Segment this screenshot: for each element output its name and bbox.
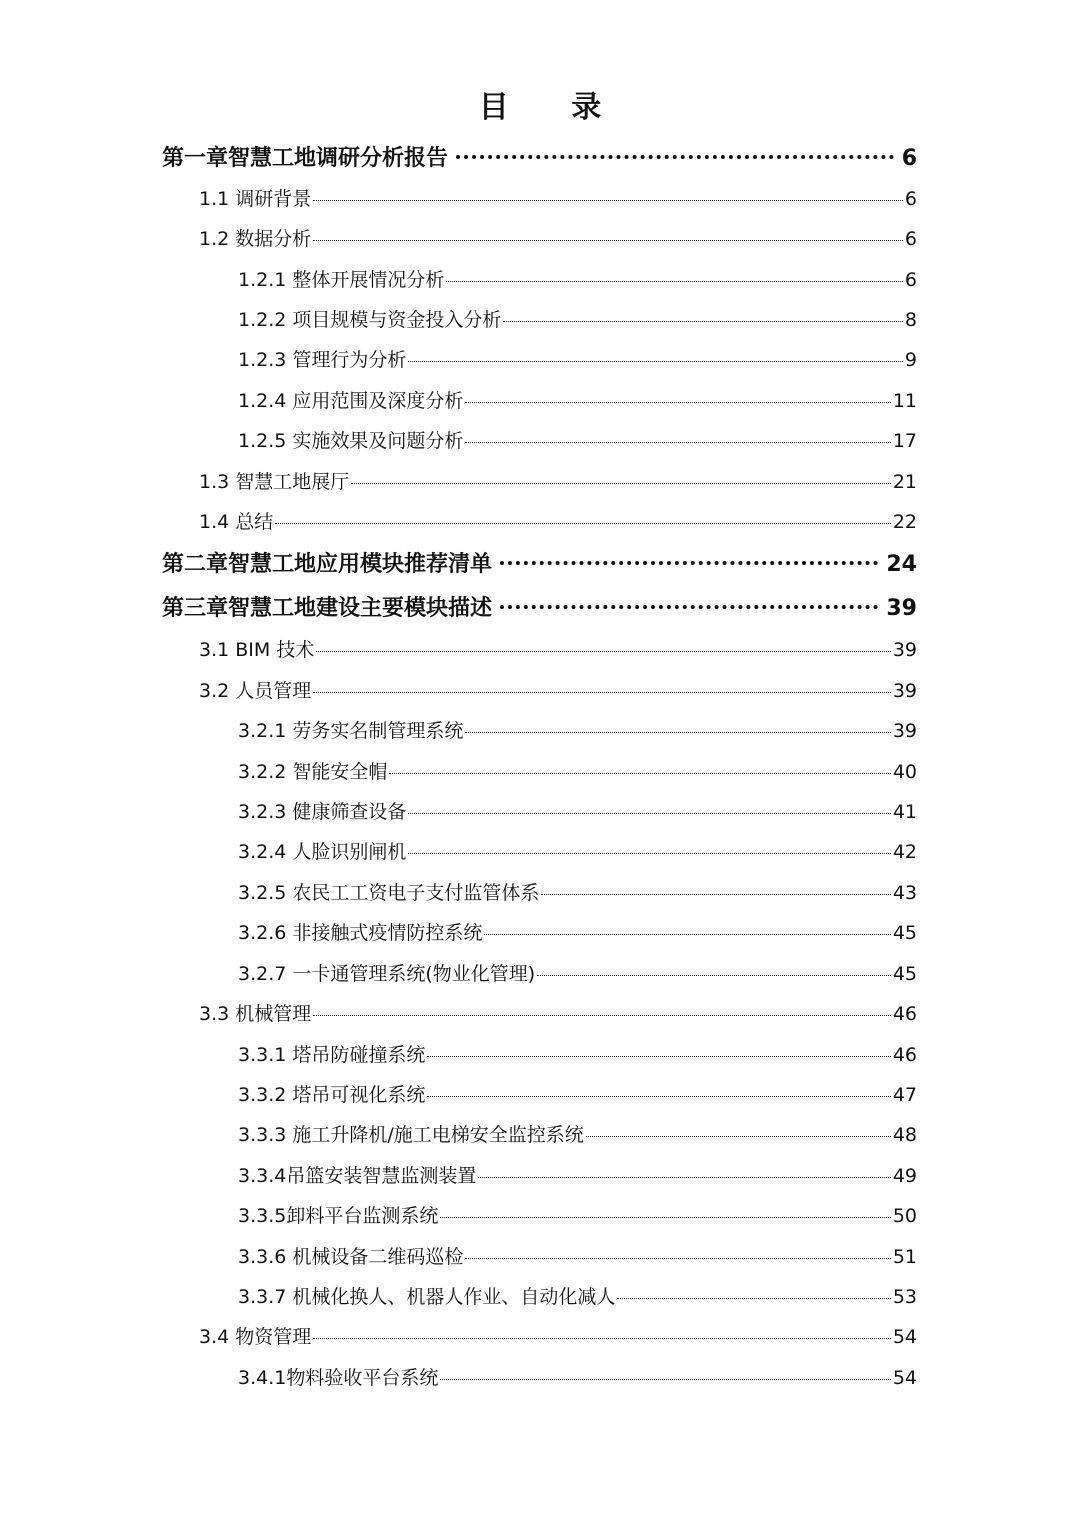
toc-section-entry[interactable]	[238, 1242, 917, 1272]
toc-entry-label: 3.3.6 机械设备二维码巡检	[238, 1246, 464, 1268]
toc-section-entry[interactable]	[238, 1080, 917, 1110]
toc-entry-label: 1.3 智慧工地展厅	[199, 471, 350, 493]
toc-dot-leader	[465, 1257, 890, 1259]
toc-section-entry[interactable]	[199, 224, 917, 254]
toc-dot-leader	[465, 441, 890, 443]
toc-chapter-entry[interactable]	[162, 144, 917, 174]
toc-entry-label: 3.3.7 机械化换人、机器人作业、自动化减人	[238, 1286, 616, 1308]
toc-page-number: 9	[904, 349, 917, 371]
toc-dot-leader	[313, 239, 903, 241]
toc-entry-label: 3.2.7 一卡通管理系统(物业化管理)	[238, 963, 536, 985]
toc-section-entry[interactable]	[238, 716, 917, 746]
toc-section-entry[interactable]	[238, 265, 917, 295]
toc-page-number: 6	[904, 228, 917, 250]
toc-entry-label: 3.2.4 人脸识别闸机	[238, 841, 407, 863]
toc-section-entry[interactable]	[238, 757, 917, 787]
toc-section-entry[interactable]	[199, 635, 917, 665]
toc-section-entry[interactable]	[199, 999, 917, 1029]
toc-section-entry[interactable]	[199, 467, 917, 497]
toc-section-entry[interactable]	[238, 426, 917, 456]
toc-dot-leader	[446, 280, 903, 282]
toc-dot-leader	[484, 933, 890, 935]
toc-entry-label: 第三章智慧工地建设主要模块描述	[162, 596, 493, 621]
toc-page-number: 40	[892, 761, 917, 783]
toc-dot-leader	[351, 482, 891, 484]
toc-section-entry[interactable]	[238, 305, 917, 335]
toc-page-number: 42	[892, 841, 917, 863]
toc-section-entry[interactable]	[199, 676, 917, 706]
toc-entry-label: 1.2.2 项目规模与资金投入分析	[238, 309, 502, 331]
toc-entry-label: 3.4 物资管理	[199, 1326, 312, 1348]
toc-dot-leader	[275, 522, 891, 524]
toc-page-number: 11	[892, 390, 917, 412]
toc-section-entry[interactable]	[238, 837, 917, 867]
toc-dot-leader	[440, 1216, 890, 1218]
toc-dot-leader	[537, 974, 891, 976]
toc-section-entry[interactable]	[238, 1040, 917, 1070]
toc-entry-label: 1.2 数据分析	[199, 228, 312, 250]
toc-dot-leader	[316, 650, 890, 652]
toc-page-number: 49	[892, 1165, 917, 1187]
toc-page-number: 43	[892, 882, 917, 904]
toc-entry-label: 3.3.3 施工升降机/施工电梯安全监控系统	[238, 1124, 584, 1146]
toc-page-number: 39	[892, 720, 917, 742]
toc-dot-leader	[500, 604, 878, 609]
toc-page-number: 45	[892, 922, 917, 944]
toc-dot-leader	[313, 1337, 891, 1339]
toc-page-number: 41	[892, 801, 917, 823]
toc-entry-label: 第一章智慧工地调研分析报告	[162, 146, 449, 171]
toc-section-entry[interactable]	[238, 918, 917, 948]
toc-page-number: 39	[892, 639, 917, 661]
toc-section-entry[interactable]	[199, 507, 917, 537]
toc-entry-label: 1.2.1 整体开展情况分析	[238, 269, 445, 291]
toc-page-number: 6	[904, 188, 917, 210]
toc-dot-leader	[503, 320, 903, 322]
toc-dot-leader	[617, 1297, 890, 1299]
toc-chapter-entry[interactable]	[162, 550, 917, 580]
toc-page-number: 54	[892, 1326, 917, 1348]
toc-section-entry[interactable]	[238, 1161, 917, 1191]
toc-page-number: 50	[892, 1205, 917, 1227]
toc-entry-label: 3.3.1 塔吊防碰撞系统	[238, 1044, 426, 1066]
toc-entry-label: 3.2.1 劳务实名制管理系统	[238, 720, 464, 742]
toc-page-number: 46	[892, 1044, 917, 1066]
toc-dot-leader	[313, 199, 903, 201]
toc-page-number: 53	[892, 1286, 917, 1308]
toc-page-number: 21	[892, 471, 917, 493]
toc-section-entry[interactable]	[238, 1201, 917, 1231]
toc-dot-leader	[478, 1176, 890, 1178]
toc-section-entry[interactable]	[238, 1120, 917, 1150]
toc-entry-label: 1.1 调研背景	[199, 188, 312, 210]
toc-entry-label: 3.3.2 塔吊可视化系统	[238, 1084, 426, 1106]
toc-page-number: 6	[901, 146, 917, 171]
toc-entry-label: 第二章智慧工地应用模块推荐清单	[162, 552, 493, 577]
toc-dot-leader	[389, 772, 890, 774]
toc-page-number: 51	[892, 1246, 917, 1268]
toc-entry-label: 3.4.1物料验收平台系统	[238, 1367, 439, 1389]
toc-dot-leader	[427, 1055, 890, 1057]
toc-section-entry[interactable]	[238, 1282, 917, 1312]
toc-section-entry[interactable]	[238, 959, 917, 989]
toc-section-entry[interactable]	[199, 1322, 917, 1352]
toc-entry-label: 1.2.4 应用范围及深度分析	[238, 390, 464, 412]
toc-entry-label: 3.3.5卸料平台监测系统	[238, 1205, 439, 1227]
toc-page-number: 45	[892, 963, 917, 985]
toc-entry-label: 3.2 人员管理	[199, 680, 312, 702]
toc-page-number: 39	[886, 596, 917, 621]
toc-dot-leader	[465, 401, 890, 403]
toc-entry-label: 3.2.2 智能安全帽	[238, 761, 388, 783]
toc-dot-leader	[408, 360, 903, 362]
toc-page-number: 47	[892, 1084, 917, 1106]
toc-entry-label: 1.2.3 管理行为分析	[238, 349, 407, 371]
toc-entry-label: 1.2.5 实施效果及问题分析	[238, 430, 464, 452]
toc-page-number: 8	[904, 309, 917, 331]
toc-dot-leader	[427, 1095, 890, 1097]
toc-section-entry[interactable]	[238, 1363, 917, 1393]
toc-page-number: 22	[892, 511, 917, 533]
toc-chapter-entry[interactable]	[162, 594, 917, 624]
page-title: 目 录	[478, 90, 628, 125]
toc-entry-label: 3.1 BIM 技术	[199, 639, 315, 661]
toc-page-number: 46	[892, 1003, 917, 1025]
toc-dot-leader	[541, 893, 890, 895]
toc-dot-leader	[313, 691, 891, 693]
toc-dot-leader	[465, 731, 890, 733]
toc-entry-label: 3.2.3 健康筛查设备	[238, 801, 407, 823]
toc-page-number: 6	[904, 269, 917, 291]
toc-section-entry[interactable]	[238, 345, 917, 375]
toc-page-number: 54	[892, 1367, 917, 1389]
toc-entry-label: 3.3 机械管理	[199, 1003, 312, 1025]
toc-dot-leader	[500, 560, 878, 565]
toc-dot-leader	[408, 812, 890, 814]
toc-page-number: 24	[886, 552, 917, 577]
toc-entry-label: 3.3.4吊篮安装智慧监测装置	[238, 1165, 477, 1187]
toc-page-number: 48	[892, 1124, 917, 1146]
toc-dot-leader	[456, 154, 894, 159]
toc-section-entry[interactable]	[238, 386, 917, 416]
toc-dot-leader	[440, 1378, 890, 1380]
toc-entry-label: 3.2.5 农民工工资电子支付监管体系	[238, 882, 540, 904]
toc-dot-leader	[586, 1135, 891, 1137]
toc-dot-leader	[408, 852, 890, 854]
toc-dot-leader	[313, 1014, 891, 1016]
toc-section-entry[interactable]	[238, 878, 917, 908]
toc-entry-label: 3.2.6 非接触式疫情防控系统	[238, 922, 483, 944]
toc-page-number: 39	[892, 680, 917, 702]
toc-page-number: 17	[892, 430, 917, 452]
toc-section-entry[interactable]	[199, 184, 917, 214]
toc-entry-label: 1.4 总结	[199, 511, 274, 533]
toc-section-entry[interactable]	[238, 797, 917, 827]
